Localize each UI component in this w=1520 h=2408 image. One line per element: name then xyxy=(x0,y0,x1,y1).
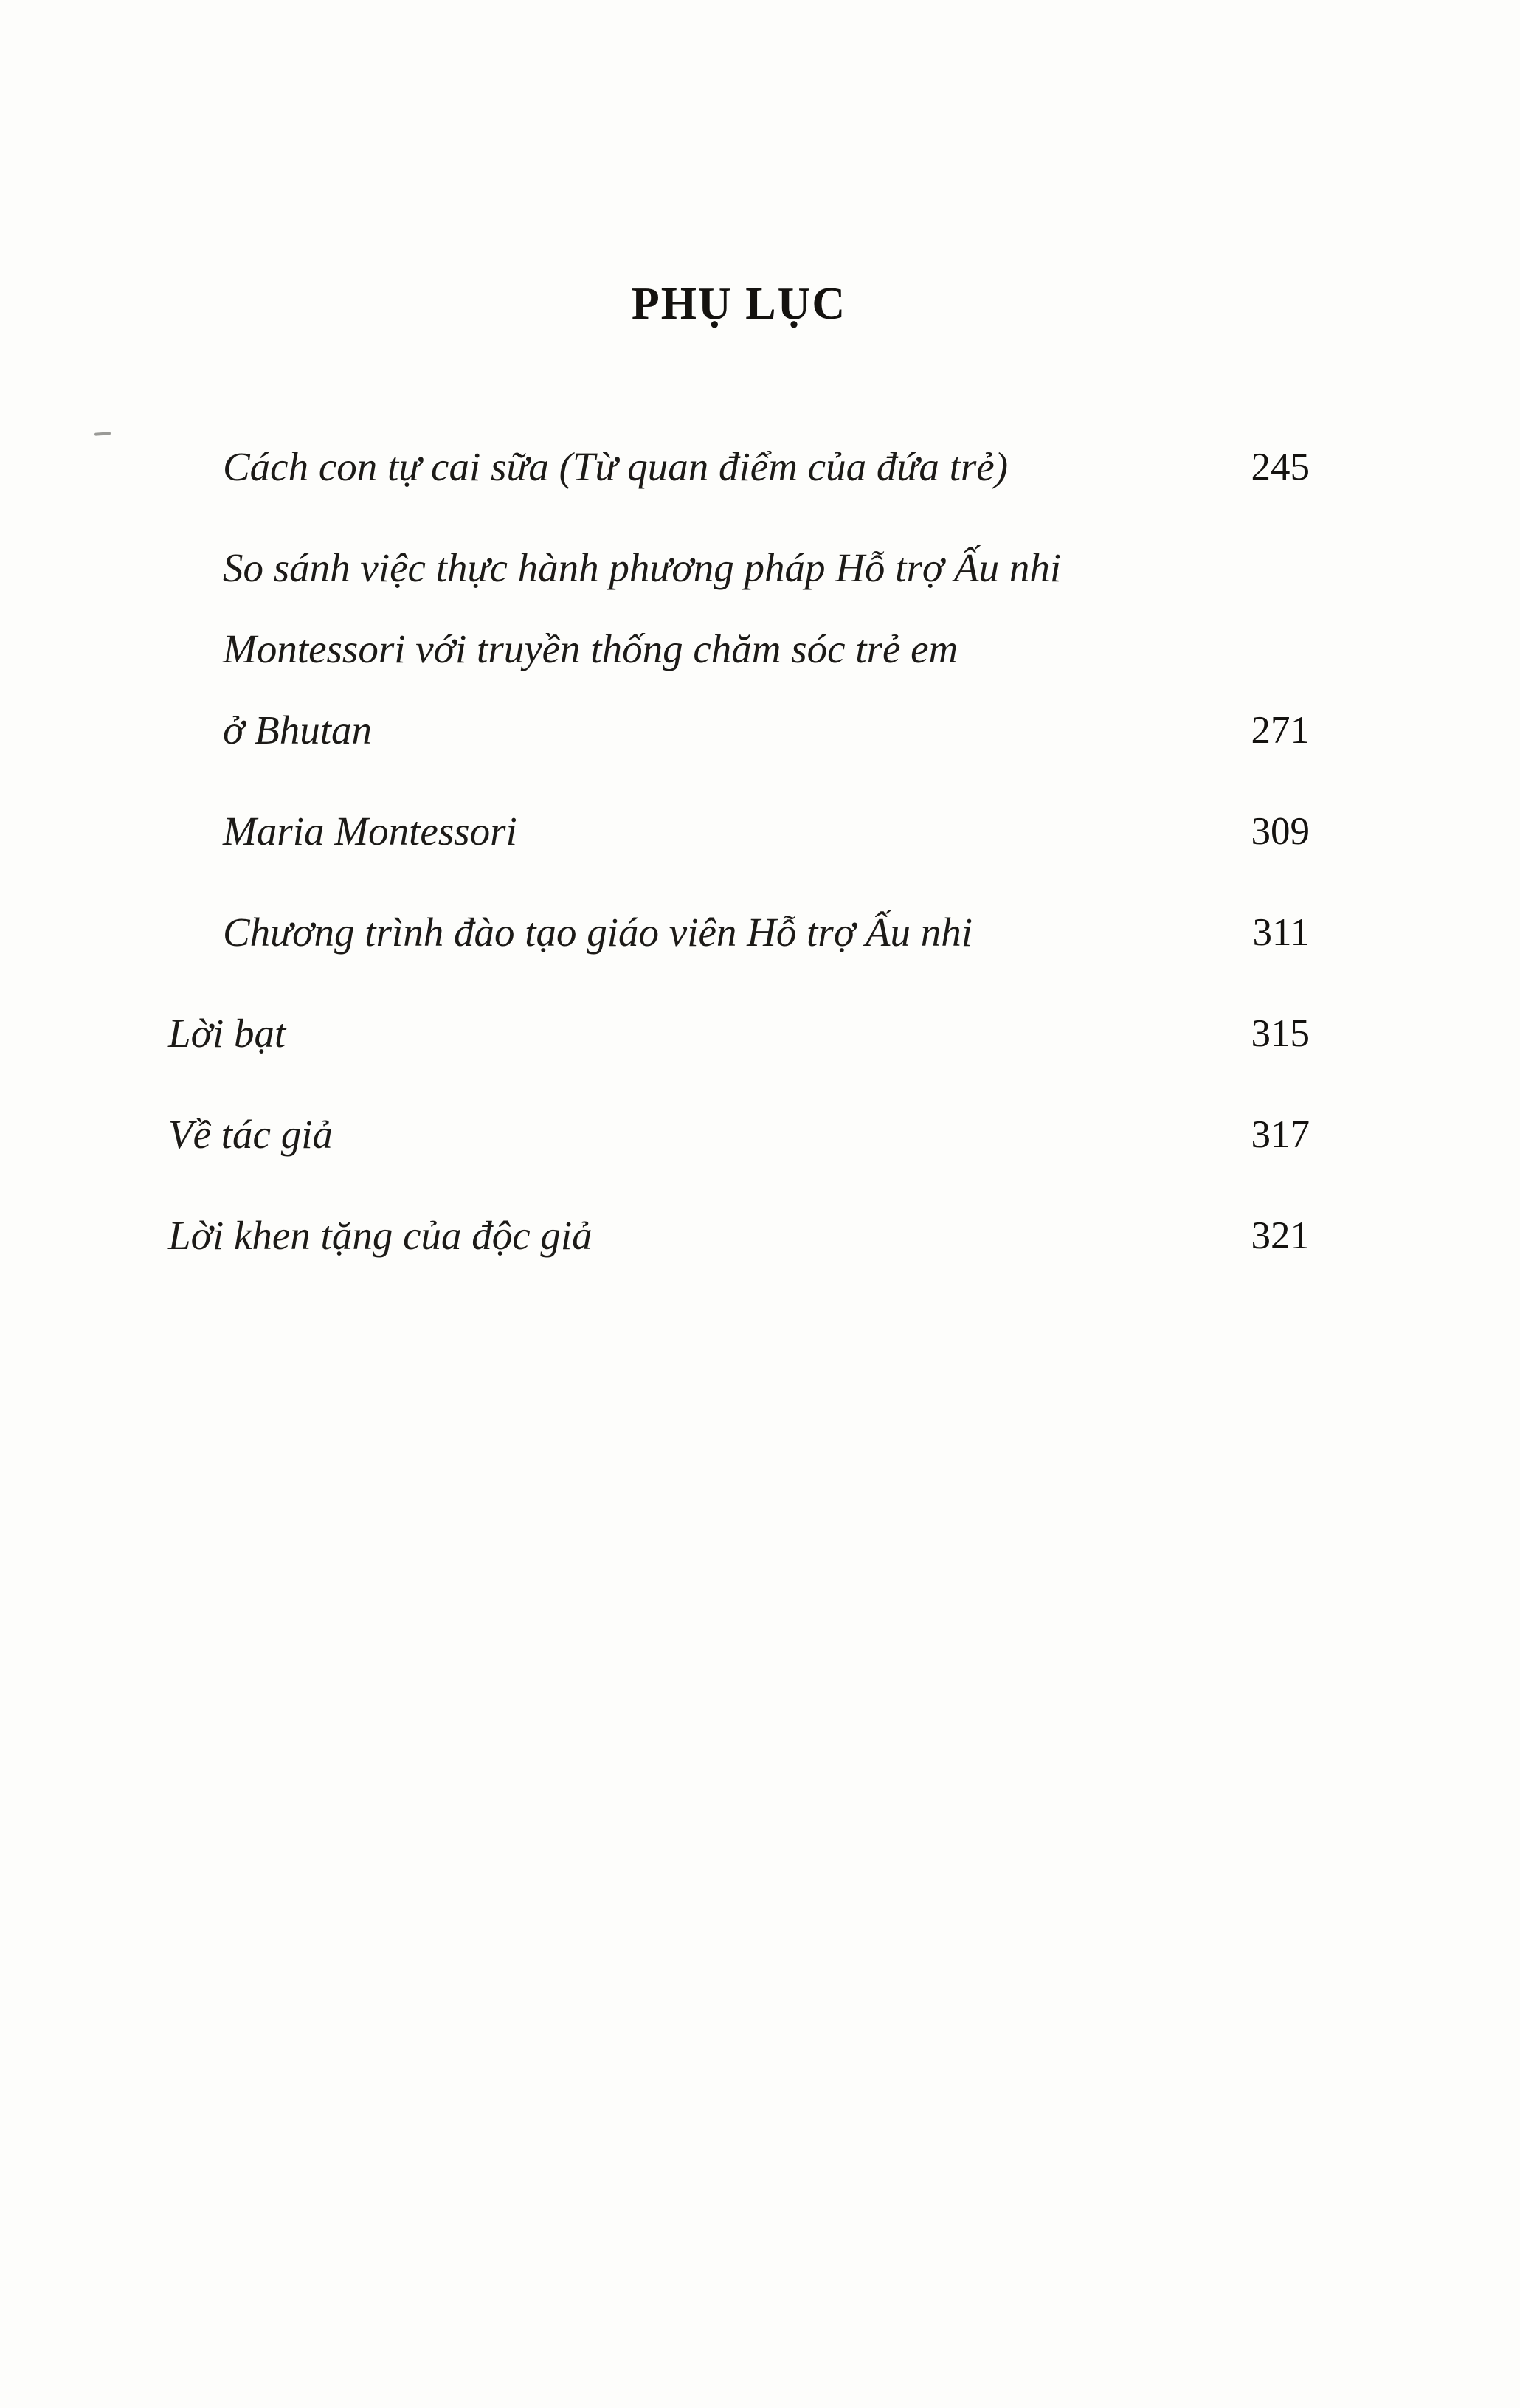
toc-entry xyxy=(168,527,1310,771)
toc-entry-title xyxy=(223,892,1223,973)
toc-entry-title xyxy=(168,1094,1222,1175)
toc-entry-line: Lời khen tặng của độc giả xyxy=(168,1213,593,1258)
toc-entry-line: So sánh việc thực hành phương pháp Hỗ trợ Ấu nhi xyxy=(223,545,1062,590)
toc-entry-line: Cách con tự cai sữa (Từ quan điểm của đứa trẻ) xyxy=(223,444,1009,489)
toc-entry xyxy=(168,892,1310,973)
toc-entry-title xyxy=(223,426,1222,508)
toc-list xyxy=(168,426,1310,1276)
toc-entry-title xyxy=(168,993,1222,1074)
toc-entry xyxy=(168,791,1310,872)
toc-entry-line: Chương trình đào tạo giáo viên Hỗ trợ Ấu nhi xyxy=(223,910,973,955)
toc-entry xyxy=(168,1195,1310,1276)
toc-page-number: 317 xyxy=(1251,1113,1310,1156)
toc-page-number: 245 xyxy=(1251,446,1310,488)
toc-entry-line: Về tác giả xyxy=(168,1112,333,1157)
toc-page-number: 271 xyxy=(1251,709,1310,752)
toc-entry-line: Montessori với truyền thống chăm sóc trẻ em xyxy=(223,626,958,671)
toc-entry-line: Lời bạt xyxy=(168,1011,286,1056)
toc-entry xyxy=(168,993,1310,1074)
toc-page-number: 311 xyxy=(1252,911,1310,954)
toc-entry-title xyxy=(223,791,1222,872)
toc-page-number: 321 xyxy=(1251,1214,1310,1257)
toc-entry xyxy=(168,1094,1310,1175)
toc-page-number: 309 xyxy=(1251,810,1310,853)
toc-page-number: 315 xyxy=(1251,1012,1310,1055)
toc-entry-line: ở Bhutan xyxy=(223,707,372,752)
toc-entry-line: Maria Montessori xyxy=(223,809,517,854)
toc-entry xyxy=(168,426,1310,508)
toc-entry-title xyxy=(168,1195,1222,1276)
page-title: PHỤ LỤC xyxy=(631,279,847,329)
toc-entry-title xyxy=(223,527,1222,771)
